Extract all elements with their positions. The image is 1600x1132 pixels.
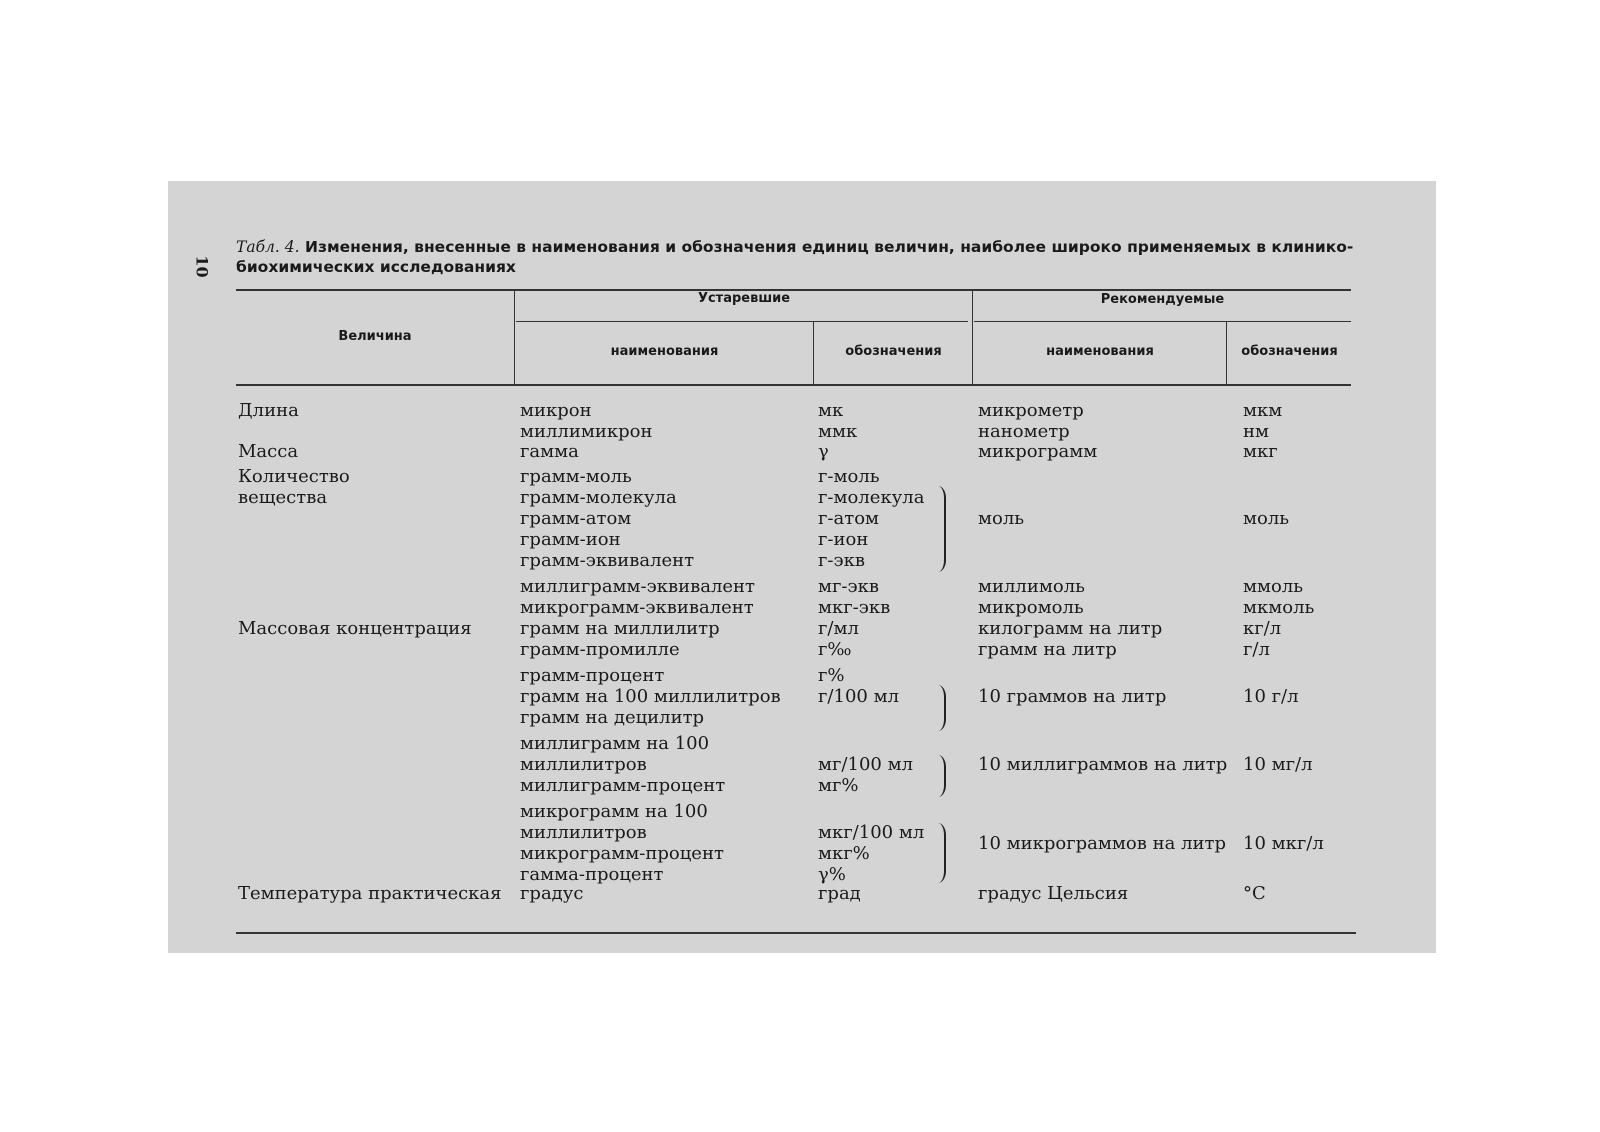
obsolete-name: грамм-ион [520,529,621,550]
obsolete-name: микрограмм-эквивалент [520,597,754,618]
header-obsolete-symbols: обозначения [845,344,942,359]
recommended-name: 10 микрограммов на литр [978,833,1226,854]
header-recommended: Рекомендуемые [1100,292,1225,307]
obsolete-symbol: γ [818,441,829,462]
obsolete-name: грамм-молекула [520,487,677,508]
recommended-name: килограмм на литр [978,618,1163,639]
quantity-cell: Количество [238,466,350,487]
obsolete-name: миллиграмм-эквивалент [520,576,756,597]
group-brace [938,823,946,883]
page-number: 10 [192,255,212,278]
recommended-name: 10 граммов на литр [978,686,1167,707]
recommended-symbol: нм [1243,421,1269,442]
recommended-symbol: мкм [1243,400,1283,421]
recommended-symbol: 10 мкг/л [1243,833,1324,854]
recommended-symbol: 10 мг/л [1243,754,1313,775]
obsolete-name: градус [520,883,584,904]
recommended-symbol: моль [1243,508,1290,529]
obsolete-symbol: г‰ [818,639,852,660]
obsolete-name: гамма [520,441,579,462]
obsolete-name: миллиграмм-процент [520,775,726,796]
header-bottom-rule [236,384,1351,386]
recommended-symbol: 10 г/л [1243,686,1299,707]
header-recommended-names: наименования [1046,344,1154,359]
obsolete-name: грамм-атом [520,508,632,529]
obsolete-symbol: мг% [818,775,859,796]
obsolete-name: микрограмм-процент [520,843,724,864]
obsolete-symbol: мк [818,400,844,421]
header-quantity: Величина [338,329,412,344]
column-divider [1226,321,1227,385]
obsolete-symbol: мг/100 мл [818,754,914,775]
obsolete-name: грамм-промилле [520,639,680,660]
header-obsolete: Устаревшие [697,291,791,306]
obsolete-name: миллилитров [520,822,647,843]
obsolete-name: микрограмм на 100 [520,801,708,822]
recommended-name: микрометр [978,400,1084,421]
obsolete-name: миллиграмм на 100 [520,733,710,754]
obsolete-symbol: г-атом [818,508,880,529]
obsolete-name: грамм на миллилитр [520,618,720,639]
recommended-symbol: мкг [1243,441,1278,462]
recommended-name: моль [978,508,1025,529]
obsolete-symbol: град [818,883,861,904]
obsolete-symbol: ммк [818,421,858,442]
obsolete-symbol: мг-экв [818,576,879,597]
group-rule-obsolete [516,321,968,322]
recommended-symbol: ммоль [1243,576,1304,597]
obsolete-name: гамма-процент [520,864,664,885]
group-rule-recommended [974,321,1351,322]
recommended-symbol: мкмоль [1243,597,1315,618]
obsolete-symbol: мкг-экв [818,597,891,618]
obsolete-name: грамм на децилитр [520,707,705,728]
group-brace [938,685,946,731]
caption-label: Табл. 4. [236,238,300,256]
obsolete-symbol: г/100 мл [818,686,900,707]
column-divider [813,321,814,385]
obsolete-symbol: г-ион [818,529,869,550]
obsolete-name: миллилитров [520,754,647,775]
obsolete-name: грамм-процент [520,665,665,686]
obsolete-symbol: γ% [818,864,846,885]
quantity-cell: Массовая концентрация [238,618,472,639]
obsolete-symbol: г% [818,665,845,686]
header-recommended-symbols: обозначения [1241,344,1338,359]
obsolete-symbol: мкг/100 мл [818,822,925,843]
recommended-symbol: кг/л [1243,618,1282,639]
recommended-name: грамм на литр [978,639,1117,660]
obsolete-name: микрон [520,400,592,421]
table-caption [236,237,1366,277]
column-divider [972,289,973,385]
quantity-cell: Температура практическая [238,883,502,904]
recommended-name: микрограмм [978,441,1098,462]
caption-text: Изменения, внесенные в наименования и обозначения единиц величин, наиболее широко применяемых в клинико-биохимических исследованиях [236,238,1354,276]
quantity-cell: Длина [238,400,299,421]
obsolete-name: грамм-моль [520,466,632,487]
recommended-symbol: г/л [1243,639,1270,660]
obsolete-symbol: г-молекула [818,487,925,508]
group-brace [938,755,946,797]
quantity-cell: вещества [238,487,328,508]
recommended-symbol: °С [1243,883,1266,904]
recommended-name: градус Цельсия [978,883,1129,904]
obsolete-symbol: мкг% [818,843,870,864]
scanned-page [168,181,1436,953]
column-divider [514,289,515,385]
recommended-name: микромоль [978,597,1084,618]
recommended-name: 10 миллиграммов на литр [978,754,1228,775]
recommended-name: нанометр [978,421,1070,442]
group-brace [938,486,946,572]
obsolete-name: миллимикрон [520,421,653,442]
obsolete-symbol: г-моль [818,466,880,487]
obsolete-name: грамм на 100 миллилитров [520,686,781,707]
obsolete-name: грамм-эквивалент [520,550,695,571]
obsolete-symbol: г/мл [818,618,859,639]
header-obsolete-names: наименования [610,344,719,359]
quantity-cell: Масса [238,441,299,462]
recommended-name: миллимоль [978,576,1085,597]
obsolete-symbol: г-экв [818,550,865,571]
table-bottom-rule [236,932,1356,934]
